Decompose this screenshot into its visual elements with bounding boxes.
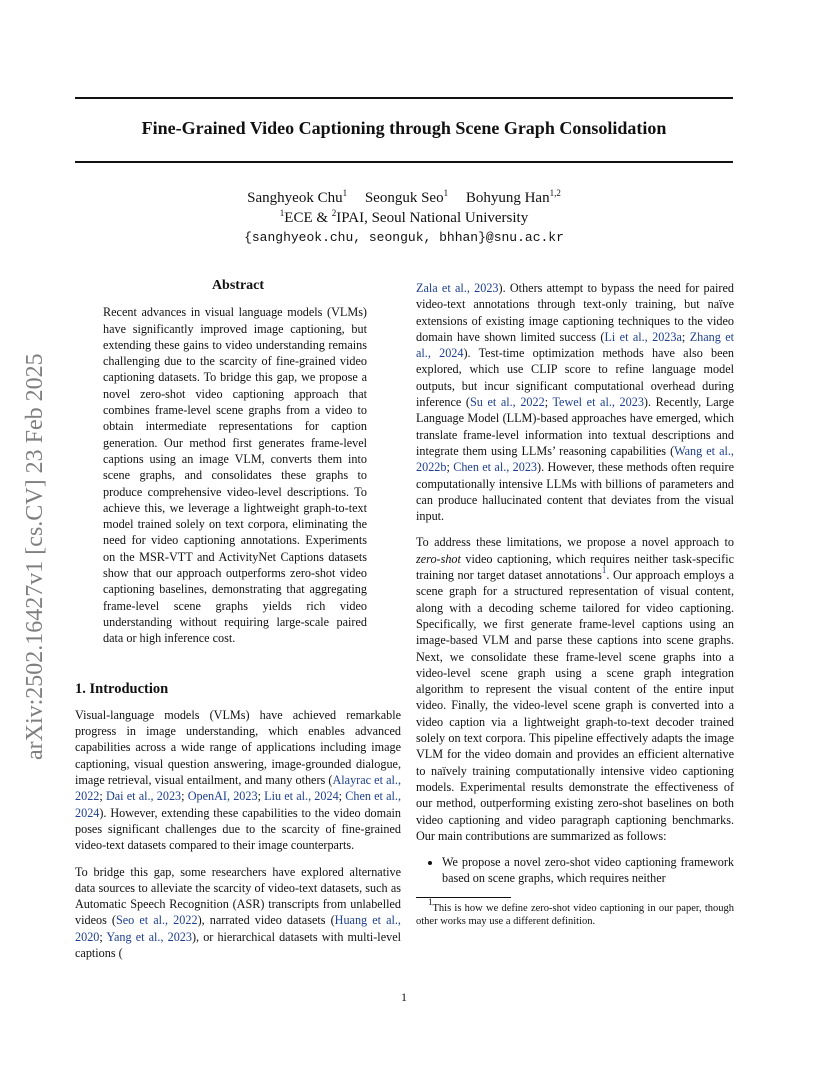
contributions-list [416, 854, 734, 887]
text-run: Visual-language models (VLMs) have achieved remarkable progress in image understanding, which enables advanced capabilities across a wide range of applications including image captioning, visual question answering, image-grounded dialogue, image retrieval, visual entailment, and many others ( [75, 707, 401, 788]
affiliation-part-2: IPAI, Seoul National University [336, 210, 529, 226]
text-run: ), narrated video datasets ( [197, 913, 335, 928]
author-name: Sanghyeok Chu [247, 190, 343, 206]
intro-paragraph-2 [75, 864, 401, 962]
abstract-text: Recent advances in visual language models (VLMs) have significantly improved image captioning, but extending these gains to video understanding remains challenging due to the scarcity of fine-grained video captioning datasets. To bridge this gap, we propose a novel zero-shot video captioning approach that combines frame-level scene graphs from a video to obtain intermediate representations for caption generation. Our method first generates frame-level captions using an image VLM, converts them into scene graphs, and consolidates these graphs to produce comprehensive video-level descriptions. To achieve this, we leverage a lightweight graph-to-text model trained solely on text corpora, eliminating the need for video captioning annotations. Experiments on the MSR-VTT and ActivityNet Captions datasets show that our approach outperforms zero-shot video captioning baselines, demonstrating that aggregating frame-level scene graphs yields rich video understanding without requiring large-scale paired data or high inference cost. [103, 305, 367, 646]
footnote-marker[interactable]: 1 [601, 565, 607, 576]
author-emails: {sanghyeok.chu, seonguk, bhhan}@snu.ac.kr [244, 230, 564, 245]
text-run: . Our approach employs a scene graph for a structured representation of visual content, along with a decoding scheme tailored for video captioning. Specifically, we first generate frame-level captions using an image-based VLM and parse these captions into scene graphs. Next, we consolidate these frame-level scene graphs into a video-level scene graph using a scene graph integration algorithm to represent the visual content of the entire input video. Finally, the video-level scene graph is converted into a video caption via a lightweight graph-to-text decoder trained solely on text corpora. This pipeline effectively adapts the image VLM for the video domain and provides an efficient alternative to naïvely training computationally intensive video captioning models. Experimental results demonstrate the effectiveness of our method, outperforming existing zero-shot baselines on both video captioning and video paragraph captioning benchmarks. Our main contributions are summarized as follows: [416, 568, 735, 843]
author-2 [365, 190, 448, 206]
citation-link[interactable]: Tewel et al., 2023 [552, 395, 644, 410]
author-affiliation-mark: 1 [443, 188, 449, 198]
citation-link[interactable]: Dai et al., 2023 [105, 789, 182, 804]
emphasis-text: zero-shot [416, 551, 461, 566]
citation-link[interactable]: Wang et al., 2022b [416, 443, 734, 475]
author-name: Bohyung Han [465, 190, 550, 206]
citation-link[interactable]: Huang et al., 2020 [75, 913, 401, 944]
text-run: ), or hierarchical datasets with multi-level captions ( [75, 929, 401, 960]
text-run: ; [544, 395, 553, 410]
citation-link[interactable]: Seo et al., 2022 [115, 913, 198, 928]
text-run: ; [99, 929, 107, 944]
citation-link[interactable]: Su et al., 2022 [469, 395, 545, 410]
text-run: To bridge this gap, some researchers have explored alternative data sources to alleviate the scarcity of video-text datasets, such as Automatic Speech Recognition (ASR) transcripts from unlabelled videos ( [75, 864, 401, 928]
text-run: ; [99, 789, 106, 804]
text-run: ). Others attempt to bypass the need for paired video-text annotations through text-only training, but naïve extensions of existing image captioning techniques to the video domain have shown limited success ( [416, 281, 734, 344]
citation-link[interactable]: Zala et al., 2023 [416, 281, 499, 295]
text-run: ; [446, 460, 454, 475]
affiliation-part-1: ECE & [284, 210, 332, 226]
left-column [75, 278, 401, 961]
title-rule-top [75, 97, 733, 99]
right-column [416, 280, 734, 928]
citation-link[interactable]: Yang et al., 2023 [106, 929, 192, 944]
text-run: ). However, these methods often require computationally intensive LLMs with billions of parameters and can produce hallucinated content that deviates from the visual input. [416, 460, 734, 524]
text-run: ; [338, 789, 346, 804]
arxiv-stamp: arXiv:2502.16427v1 [cs.CV] 23 Feb 2025 [22, 353, 48, 760]
paper-title: Fine-Grained Video Captioning through Scene Graph Consolidation [141, 118, 667, 138]
author-affiliation-mark: 1,2 [549, 188, 561, 198]
author-affiliation-mark: 1 [342, 188, 348, 198]
text-run: ). Recently, Large Language Model (LLM)-based approaches have emerged, which translate frame-level information into textual descriptions and integrate them using LLMs’ reasoning capabilities ( [416, 395, 734, 458]
text-run: ). However, extending these capabilities to the video domain poses significant challenges due to the scarcity of fine-grained video-text datasets compared to their image counterparts. [75, 805, 401, 853]
page-number: 1 [401, 990, 407, 1004]
author-1 [247, 190, 347, 206]
text-run: video captioning, which requires neither task-specific training nor target dataset annotations [416, 551, 734, 583]
affiliation [75, 210, 733, 227]
intro-paragraph-1 [75, 707, 401, 854]
footnote-mark: 1 [428, 896, 433, 907]
citation-link[interactable]: Alayrac et al., 2022 [75, 773, 401, 804]
abstract-heading: Abstract [211, 278, 265, 293]
text-run: ). Test-time optimization methods have also been explored, which use CLIP score to refine language model outputs, but incur significant computational overhead during inference ( [416, 346, 735, 410]
citation-link[interactable]: Liu et al., 2024 [264, 789, 339, 804]
contribution-bullet-1: • We propose a novel zero-shot video captioning framework based on scene graphs, which requires neither [442, 854, 734, 887]
footnote [416, 896, 734, 928]
citation-link[interactable]: Chen et al., 2024 [75, 789, 402, 820]
affiliation-mark-2: 2 [331, 208, 337, 218]
author-list [75, 190, 733, 207]
citation-link[interactable]: Chen et al., 2023 [453, 460, 538, 475]
affiliation-mark-1: 1 [279, 208, 285, 218]
title-rule-bottom [75, 161, 733, 163]
text-run: ; [181, 789, 188, 804]
citation-link[interactable]: OpenAI, 2023 [187, 789, 258, 804]
footnote-text: This is how we define zero-shot video captioning in our paper, though other works may use a different definition. [416, 902, 734, 927]
text-run: ; [681, 329, 690, 344]
author-3 [466, 190, 561, 206]
author-name: Seonguk Seo [364, 190, 444, 206]
intro-paragraph-3 [416, 534, 734, 844]
text-run: ; [257, 789, 265, 804]
text-run: To address these limitations, we propose a novel approach to [416, 535, 734, 550]
citation-link[interactable]: Zhang et al., 2024 [416, 329, 735, 361]
intro-paragraph-2-continued [416, 280, 734, 524]
citation-link[interactable]: Li et al., 2023a [604, 329, 682, 344]
section-heading-introduction: 1. Introduction [75, 680, 169, 697]
